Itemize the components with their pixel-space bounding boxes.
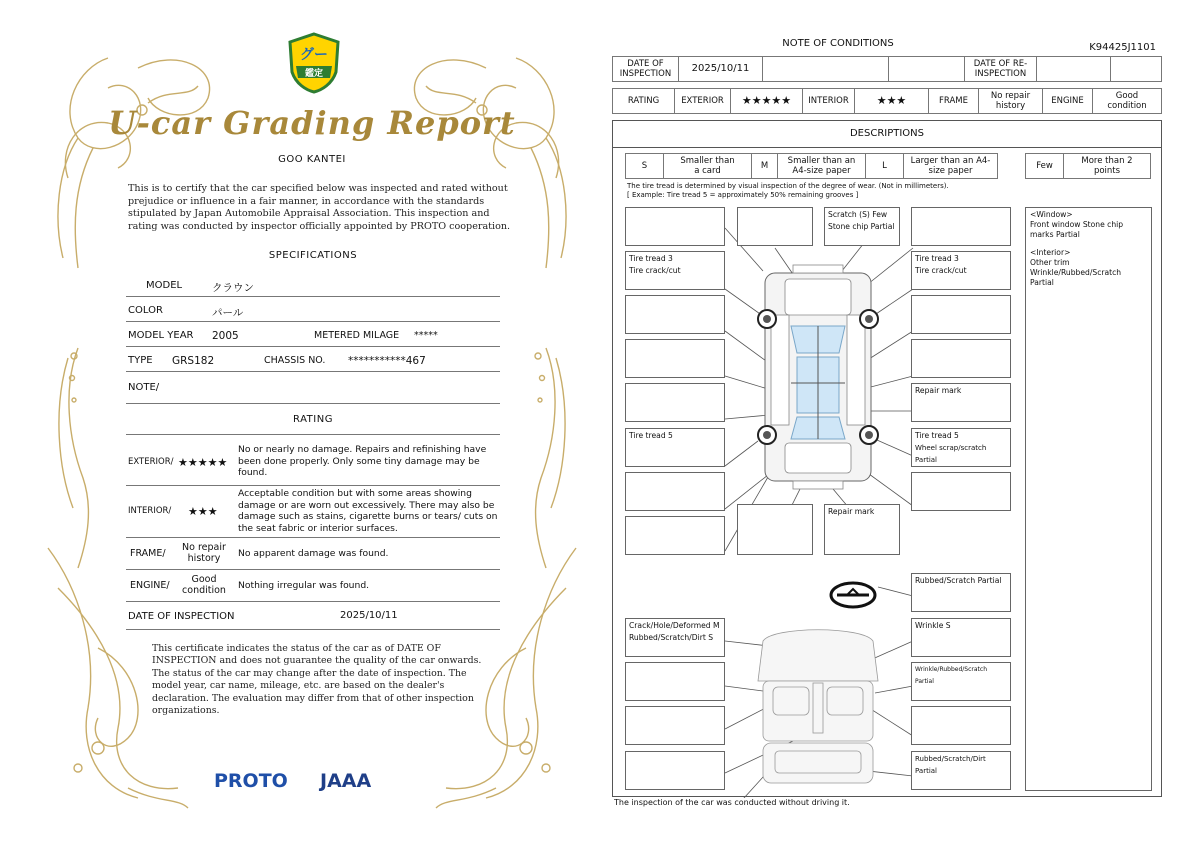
condition-box-left-front-tire — [625, 251, 725, 290]
engine-label: ENGINE — [1043, 89, 1093, 114]
dashboard-text-1: Crack/Hole/Deformed M — [629, 621, 720, 630]
rating-heading: RATING — [293, 414, 333, 425]
interior-stars: ★★★ — [855, 89, 929, 114]
interior-stars: ★★★ — [188, 505, 218, 518]
note-of-conditions — [612, 34, 1164, 814]
re-inspection-value — [1037, 57, 1111, 82]
interior-label: INTERIOR/ — [128, 506, 172, 516]
condition-box-right-rear-tire — [911, 428, 1011, 467]
wrinkle-text: Wrinkle S — [915, 621, 951, 630]
spec-row-model-year — [126, 322, 500, 347]
size-s-desc: Smaller than a card — [664, 154, 752, 179]
top-center-text-2: Stone chip Partial — [828, 222, 895, 231]
right-rear-tire-text-2: Wheel scrap/scratch Partial — [915, 444, 987, 464]
badge-top-text: グー — [300, 47, 328, 63]
descriptions-panel — [612, 120, 1162, 797]
note-label: NOTE/ — [128, 382, 160, 393]
condition-box-top-left-center — [737, 207, 813, 246]
badge-bottom-text: 鑑定 — [304, 69, 324, 79]
top-center-text-1: Scratch (S) Few — [828, 210, 888, 219]
condition-box-bottom-left-center — [737, 504, 813, 555]
chassis-value: ***********467 — [348, 355, 426, 367]
steering-wheel-icon — [831, 583, 875, 607]
condition-box-left-7 — [625, 472, 725, 511]
frame-value: No repair history — [979, 89, 1043, 114]
condition-box-wrinkle — [911, 618, 1011, 657]
exterior-stars: ★★★★★ — [731, 89, 803, 114]
rating-label: RATING — [613, 89, 675, 114]
rating-row-engine — [126, 570, 500, 602]
color-value: パール — [212, 307, 244, 319]
date-of-inspection-label: DATE OF INSPECTION — [613, 57, 679, 82]
interior-description: Acceptable condition but with some areas showing damage or are worn out excessively. There may also be damage such as stains, cigarette burns or tears/ cuts on the seat fabric or interior surfaces. — [238, 488, 498, 534]
model-year-label: MODEL YEAR — [128, 330, 194, 341]
condition-box-left-10 — [625, 662, 725, 701]
few-label: Few — [1026, 154, 1064, 179]
frame-value: No repair history — [182, 542, 226, 564]
condition-box-right-4 — [911, 339, 1011, 378]
rating-row-exterior — [126, 438, 500, 486]
specifications-heading: SPECIFICATIONS — [268, 250, 358, 261]
type-value: GRS182 — [172, 355, 215, 367]
comments-box — [1025, 207, 1152, 791]
window-heading: <Window> — [1030, 210, 1073, 219]
few-legend-table — [1025, 153, 1151, 179]
note-id: K94425J1101 — [1089, 42, 1156, 53]
proto-logo-text: PROTO — [214, 770, 288, 792]
spec-row-type — [126, 347, 500, 372]
engine-value: Good condition — [182, 574, 226, 596]
condition-box-left-5 — [625, 383, 725, 422]
inspection-date-table — [612, 56, 1162, 82]
frame-description: No apparent damage was found. — [238, 548, 389, 559]
certify-paragraph: This is to certify that the car specified below was inspected and rated without prejudice or influence in a fair manner, in accordance with the standards stipulated by Japan Automobile Appraisal Association. This inspection and rating was conducted by inspector officially appointed by PROTO cooperation. — [128, 183, 511, 232]
interior-label: INTERIOR — [803, 89, 855, 114]
exterior-stars: ★★★★★ — [178, 456, 228, 469]
size-m-label: M — [752, 154, 778, 179]
blank-cell-2 — [889, 57, 965, 82]
date-label: DATE OF INSPECTION — [128, 611, 235, 622]
spec-row-note — [126, 372, 500, 404]
engine-description: Nothing irregular was found. — [238, 580, 370, 591]
jaaa-logo-text: JAAA — [320, 770, 372, 792]
left-front-tire-text-1: Tire tread 3 — [629, 254, 673, 263]
metered-value: ***** — [414, 330, 438, 341]
condition-box-rear-seat — [911, 751, 1011, 790]
condition-box-bottom-center — [824, 504, 900, 555]
right-front-tire-text-1: Tire tread 3 — [915, 254, 959, 263]
left-front-tire-text-2: Tire crack/cut — [629, 266, 681, 275]
spec-row-color — [126, 297, 500, 322]
condition-box-right-front-tire — [911, 251, 1011, 290]
report-title: U-car Grading Report — [108, 104, 516, 142]
condition-box-top-center — [824, 207, 900, 246]
goo-kantei-badge — [286, 32, 342, 94]
interior-text-2: Wrinkle/Rubbed/Scratch — [1030, 268, 1122, 277]
interior-text-1: Other trim — [1030, 258, 1070, 267]
model-label: MODEL — [146, 280, 183, 291]
condition-box-right-11 — [911, 706, 1011, 745]
rating-row-frame — [126, 538, 500, 570]
engine-value: Good condition — [1093, 89, 1162, 114]
spec-row-model — [126, 272, 500, 297]
note-title: NOTE OF CONDITIONS — [782, 38, 894, 49]
condition-box-wrinkle-rubbed — [911, 662, 1011, 701]
model-year-value: 2005 — [212, 330, 239, 342]
condition-box-right-3 — [911, 295, 1011, 334]
size-legend-table — [625, 153, 998, 179]
descriptions-heading: DESCRIPTIONS — [613, 121, 1161, 148]
rating-row-interior — [126, 486, 500, 538]
shield-icon — [286, 32, 342, 94]
proto-logo — [214, 770, 288, 792]
interior-heading: <Interior> — [1030, 248, 1071, 257]
right-rear-tire-text-1: Tire tread 5 — [915, 431, 959, 440]
jaaa-logo — [320, 770, 371, 792]
interior-diagram — [758, 630, 878, 783]
condition-box-left-8 — [625, 516, 725, 555]
condition-box-steering — [911, 573, 1011, 612]
color-label: COLOR — [128, 305, 163, 316]
frame-label: FRAME — [929, 89, 979, 114]
condition-box-right-7 — [911, 472, 1011, 511]
condition-box-left-4 — [625, 339, 725, 378]
date-of-inspection-value: 2025/10/11 — [679, 57, 763, 82]
exterior-label: EXTERIOR — [675, 89, 731, 114]
interior-text-3: Partial — [1030, 278, 1054, 287]
condition-box-right-repair — [911, 383, 1011, 422]
condition-box-left-12 — [625, 751, 725, 790]
size-l-label: L — [866, 154, 904, 179]
frame-label: FRAME/ — [130, 548, 166, 559]
engine-label: ENGINE/ — [130, 580, 170, 591]
blank-cell-1 — [763, 57, 889, 82]
bottom-center-text: Repair mark — [828, 507, 875, 516]
steering-text: Rubbed/Scratch Partial — [915, 576, 1002, 585]
size-s-label: S — [626, 154, 664, 179]
report-subtitle: GOO KANTEI — [278, 154, 346, 165]
condition-box-left-rear-tire — [625, 428, 725, 467]
bottom-note: The inspection of the car was conducted without driving it. — [614, 798, 850, 807]
re-inspection-label: DATE OF RE-INSPECTION — [965, 57, 1037, 82]
rear-seat-text: Rubbed/Scratch/Dirt Partial — [915, 755, 986, 775]
condition-box-left-1 — [625, 207, 725, 246]
rating-row-date — [126, 602, 500, 630]
right-front-tire-text-2: Tire crack/cut — [915, 266, 967, 275]
few-desc: More than 2 points — [1064, 154, 1151, 179]
tire-tread-note-line-1: The tire tread is determined by visual inspection of the degree of wear. (Not in millimeters). — [627, 182, 949, 190]
model-value: クラウン — [212, 282, 254, 294]
exterior-label: EXTERIOR/ — [128, 457, 174, 467]
grading-certificate — [38, 28, 586, 818]
type-label: TYPE — [128, 355, 153, 366]
chassis-label: CHASSIS NO. — [264, 355, 326, 366]
rating-summary-table — [612, 88, 1162, 114]
size-m-desc: Smaller than an A4-size paper — [778, 154, 866, 179]
window-text: Front window Stone chip marks Partial — [1030, 220, 1124, 239]
left-rear-tire-text: Tire tread 5 — [629, 431, 673, 440]
tire-tread-note — [627, 182, 949, 200]
size-l-desc: Larger than an A4-size paper — [904, 154, 998, 179]
exterior-description: No or nearly no damage. Repairs and refinishing have been done properly. Only some tiny damage may be found. — [238, 444, 487, 479]
metered-label: METERED MILAGE — [314, 330, 400, 341]
right-repair-text: Repair mark — [915, 386, 962, 395]
condition-box-dashboard — [625, 618, 725, 657]
condition-box-left-3 — [625, 295, 725, 334]
condition-box-left-11 — [625, 706, 725, 745]
rating-divider — [126, 434, 500, 435]
dashboard-text-2: Rubbed/Scratch/Dirt S — [629, 633, 714, 642]
certificate-footer-text: This certificate indicates the status of the car as of DATE OF INSPECTION and does not guarantee the quality of the car onwards. The status of the car may change after the date of inspection. The model year, car name, mileage, etc. are based on the dealer's declaration. The evaluation may differ from that of other inspection organizations. — [152, 643, 482, 717]
date-value: 2025/10/11 — [340, 610, 398, 621]
condition-box-right-1 — [911, 207, 1011, 246]
wrinkle-rubbed-text: Wrinkle/Rubbed/Scratch Partial — [915, 666, 987, 685]
blank-cell-3 — [1111, 57, 1162, 82]
tire-tread-note-line-2: [ Example: Tire tread 5 = approximately 50% remaining grooves ] — [627, 191, 859, 199]
